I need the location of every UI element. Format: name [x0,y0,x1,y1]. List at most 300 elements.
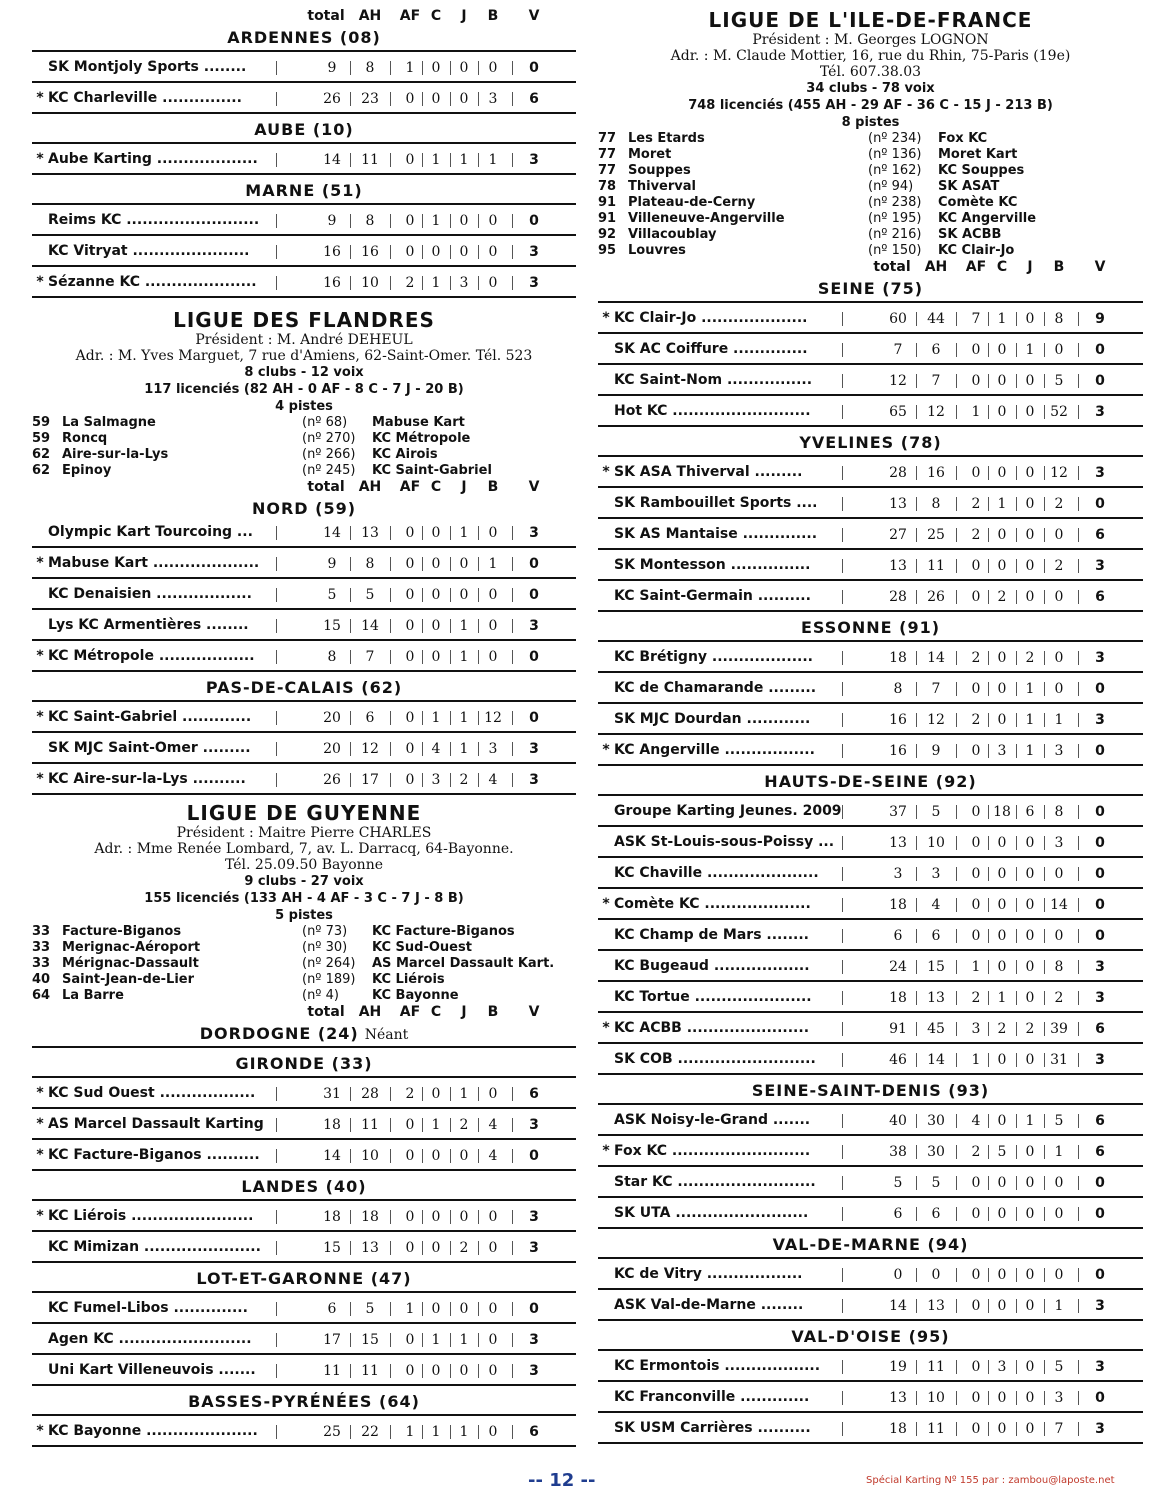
track-entry [32,431,576,447]
value-c: 0 [431,1301,441,1317]
value-total: 65 [889,404,907,420]
club-name-text: KC Saint-Gabriel ............. [48,709,252,725]
column-separator [450,61,451,75]
value-ah: 6 [931,928,941,944]
column-separator [988,1207,989,1221]
value-total: 14 [323,1148,341,1164]
club-name [32,90,312,106]
value-b: 1 [488,556,498,572]
column-separator [350,1364,351,1378]
column-separator [988,497,989,511]
club-row [598,1017,1143,1044]
value-af: 3 [971,1021,981,1037]
club-row [32,1297,576,1324]
value-v: 3 [1095,990,1105,1006]
column-separator [390,1118,391,1132]
column-separator [916,343,917,357]
club-name [32,740,312,756]
value-c: 0 [997,373,1007,389]
header-total: total [307,8,345,24]
column-separator [1044,960,1045,974]
column-separator [276,61,277,75]
club-row [598,307,1143,334]
club-row [598,1171,1143,1198]
column-separator [1078,590,1079,604]
track-no: (nº 266) [302,447,356,462]
value-b: 0 [1054,1206,1064,1222]
column-separator [988,960,989,974]
value-c: 0 [997,1298,1007,1314]
column-separator [1078,682,1079,696]
value-c: 0 [431,1209,441,1225]
value-c: 0 [431,1148,441,1164]
star-marker: * [602,1143,610,1159]
column-separator [988,867,989,881]
club-row [32,1205,576,1232]
column-separator [916,1422,917,1436]
club-row [32,1113,576,1140]
column-separator [422,742,423,756]
value-af: 0 [405,772,415,788]
value-ah: 6 [931,342,941,358]
track-no: (nº 162) [868,163,922,178]
value-c: 0 [997,959,1007,975]
club-name-text: Agen KC ......................... [48,1331,252,1347]
value-j: 0 [459,91,469,107]
column-separator [350,557,351,571]
track-place: Facture-Biganos [62,924,182,939]
track-code: 91 [598,211,617,226]
column-separator [512,526,513,540]
column-separator [478,742,479,756]
club-name-text: ASK Noisy-le-Grand ....... [614,1112,811,1128]
track-entry [598,163,1143,179]
column-separator [1044,1299,1045,1313]
value-b: 0 [488,1332,498,1348]
club-name [32,1300,312,1316]
value-ah: 30 [927,1113,945,1129]
value-total: 25 [323,1424,341,1440]
column-separator [1078,713,1079,727]
value-j: 2 [1025,1021,1035,1037]
column-separator [1016,1145,1017,1159]
track-no: (nº 245) [302,463,356,478]
column-separator [842,374,843,388]
value-b: 39 [1050,1021,1068,1037]
column-separator [916,1391,917,1405]
value-total: 7 [893,342,903,358]
value-af: 2 [971,650,981,666]
value-v: 0 [1095,1175,1105,1191]
column-separator [422,1364,423,1378]
value-ah: 12 [361,741,379,757]
value-v: 0 [1095,373,1105,389]
value-v: 3 [1095,712,1105,728]
column-separator [276,773,277,787]
column-separator [988,312,989,326]
value-c: 0 [997,835,1007,851]
track-no: (nº 94) [868,179,914,194]
column-separator [1016,929,1017,943]
value-b: 0 [488,244,498,260]
club-name [32,1362,312,1378]
column-separator [842,713,843,727]
column-separator [988,713,989,727]
value-ah: 8 [365,213,375,229]
column-separator [916,1207,917,1221]
column-separator [450,1302,451,1316]
column-separator [512,711,513,725]
value-c: 0 [431,1086,441,1102]
value-v: 6 [529,91,539,107]
value-af: 0 [405,741,415,757]
column-separator [956,497,957,511]
column-separator [276,1118,277,1132]
department-heading [32,179,576,205]
column-separator [512,153,513,167]
department-heading [598,1233,1143,1259]
club-name [598,372,878,388]
column-separator [916,744,917,758]
column-separator [1016,466,1017,480]
value-ah: 0 [931,1267,941,1283]
value-v: 0 [1095,1206,1105,1222]
column-separator [276,557,277,571]
value-c: 0 [431,525,441,541]
club-name-text: SK Montesson ............... [614,557,811,573]
value-c: 0 [431,618,441,634]
value-total: 9 [327,213,337,229]
department-heading [32,497,576,521]
column-separator [422,276,423,290]
department-name: BASSES-PYRÉNÉES (64) [188,1392,420,1411]
track-club: KC Airois [372,447,438,462]
header-total: total [307,1004,345,1020]
column-separator [276,1087,277,1101]
value-ah: 7 [931,681,941,697]
track-club: Mabuse Kart [372,415,465,430]
column-separator [350,711,351,725]
club-name [598,896,878,912]
value-ah: 12 [927,712,945,728]
value-total: 8 [327,649,337,665]
value-c: 0 [997,1206,1007,1222]
department-heading [32,1022,576,1048]
club-row [598,585,1143,612]
value-v: 3 [529,525,539,541]
value-j: 0 [1025,1206,1035,1222]
track-entry [598,147,1143,163]
column-separator [512,1210,513,1224]
column-header [32,1004,576,1022]
column-separator [512,214,513,228]
column-separator [350,588,351,602]
club-row [598,1263,1143,1290]
value-j: 0 [1025,1144,1035,1160]
value-b: 2 [1054,558,1064,574]
club-name-text: Olympic Kart Tourcoing ... [48,524,253,540]
value-af: 0 [405,1332,415,1348]
track-no: (nº 150) [868,243,922,258]
club-row [598,1386,1143,1413]
value-j: 0 [1025,1390,1035,1406]
track-no: (nº 136) [868,147,922,162]
star-marker: * [36,709,44,725]
club-row [32,1144,576,1171]
club-name-text: KC Fumel-Libos .............. [48,1300,248,1316]
column-separator [1044,312,1045,326]
track-code: 92 [598,227,617,242]
value-v: 0 [1095,743,1105,759]
column-separator [350,1241,351,1255]
column-separator [450,1210,451,1224]
value-v: 0 [1095,928,1105,944]
club-name-text: KC Bayonne ..................... [48,1423,258,1439]
track-code: 40 [32,972,51,987]
column-separator [842,836,843,850]
column-separator [988,1022,989,1036]
column-separator [988,374,989,388]
track-entry [598,131,1143,147]
column-separator [478,1425,479,1439]
club-row [598,461,1143,488]
club-name-text: SK MJC Dourdan ............ [614,711,811,727]
league-info-line: Président : M. André DEHEUL [195,332,413,348]
value-c: 0 [997,897,1007,913]
column-separator [1016,497,1017,511]
department-heading [598,616,1143,642]
club-name [32,555,312,571]
value-ah: 6 [365,710,375,726]
value-ah: 23 [361,91,379,107]
track-club: SK ACBB [938,227,1002,242]
club-name [598,927,878,943]
department-heading [32,26,576,52]
value-j: 1 [459,649,469,665]
club-name-text: Fox KC .......................... [614,1143,811,1159]
value-b: 0 [1054,1267,1064,1283]
value-ah: 5 [931,1175,941,1191]
column-separator [422,1241,423,1255]
club-row [32,737,576,764]
value-j: 1 [459,1332,469,1348]
value-j: 0 [1025,558,1035,574]
column-separator [956,312,957,326]
column-separator [842,466,843,480]
column-separator [1044,466,1045,480]
club-row [598,1202,1143,1229]
track-no: (nº 234) [868,131,922,146]
track-no: (nº 264) [302,956,356,971]
column-separator [478,1364,479,1378]
value-v: 0 [1095,804,1105,820]
department-heading [32,118,576,144]
value-v: 3 [529,1332,539,1348]
club-name [598,310,878,326]
header-b: B [487,8,499,24]
club-name-text: KC Bugeaud .................. [614,958,810,974]
value-v: 3 [1095,404,1105,420]
value-ah: 8 [365,60,375,76]
value-ah: 14 [927,650,945,666]
column-separator [478,1118,479,1132]
value-af: 0 [405,1117,415,1133]
column-separator [842,1268,843,1282]
value-af: 0 [405,91,415,107]
column-separator [842,528,843,542]
value-j: 1 [1025,743,1035,759]
value-total: 13 [889,558,907,574]
value-ah: 11 [361,1117,379,1133]
track-place: Merignac-Aéroport [62,940,201,955]
club-name-text: SK Montjoly Sports ........ [48,59,247,75]
club-name-text: Groupe Karting Jeunes. 2009 [614,803,842,819]
department-heading [598,1325,1143,1351]
track-no: (nº 73) [302,924,348,939]
club-name [32,617,312,633]
club-name [32,274,312,290]
club-name [598,742,878,758]
column-separator [916,1176,917,1190]
column-separator [842,1022,843,1036]
value-j: 1 [1025,681,1035,697]
value-b: 0 [1054,527,1064,543]
column-separator [1044,682,1045,696]
value-v: 3 [1095,558,1105,574]
column-separator [988,1391,989,1405]
club-name [32,524,312,540]
value-af: 2 [405,1086,415,1102]
value-c: 0 [431,91,441,107]
column-separator [842,1176,843,1190]
department-heading [32,1390,576,1416]
club-row [598,1109,1143,1136]
value-j: 0 [1025,928,1035,944]
value-ah: 13 [361,525,379,541]
column-separator [1044,1114,1045,1128]
column-separator [422,61,423,75]
column-separator [450,214,451,228]
club-name [598,341,878,357]
value-total: 16 [889,712,907,728]
column-separator [350,1302,351,1316]
value-b: 2 [1054,990,1064,1006]
value-v: 3 [1095,1421,1105,1437]
column-separator [842,405,843,419]
club-name [32,59,312,75]
value-j: 0 [1025,897,1035,913]
value-j: 0 [459,1148,469,1164]
club-name-text: AS Marcel Dassault Karting [48,1116,264,1132]
value-af: 0 [405,649,415,665]
value-v: 0 [529,213,539,229]
track-place: Moret [628,147,672,162]
club-name-text: SK MJC Saint-Omer ......... [48,740,251,756]
value-af: 0 [405,556,415,572]
column-separator [478,214,479,228]
column-separator [956,836,957,850]
track-code: 62 [32,447,51,462]
column-separator [956,1176,957,1190]
value-ah: 3 [931,866,941,882]
column-separator [842,744,843,758]
column-separator [276,1364,277,1378]
department-name: AUBE (10) [254,120,354,139]
column-separator [422,1333,423,1347]
column-separator [390,1425,391,1439]
club-row [598,1355,1143,1382]
club-name-text: SK UTA ......................... [614,1205,809,1221]
column-separator [390,1149,391,1163]
column-separator [956,1299,957,1313]
column-separator [956,405,957,419]
club-name-text: KC de Vitry .................. [614,1266,803,1282]
value-c: 1 [431,710,441,726]
value-c: 1 [431,1424,441,1440]
value-v: 3 [1095,1298,1105,1314]
column-separator [988,991,989,1005]
club-name [598,1420,878,1436]
column-separator [1016,682,1017,696]
value-j: 0 [1025,1267,1035,1283]
column-separator [350,1118,351,1132]
column-separator [1044,405,1045,419]
column-separator [450,773,451,787]
value-v: 6 [1095,1113,1105,1129]
value-c: 1 [431,275,441,291]
club-name-text: Star KC .......................... [614,1174,816,1190]
club-row [32,768,576,795]
column-separator [350,1425,351,1439]
value-total: 38 [889,1144,907,1160]
star-marker: * [36,274,44,290]
value-af: 0 [971,1390,981,1406]
column-separator [350,1210,351,1224]
column-separator [478,92,479,106]
header-af: AF [965,259,987,275]
league-stats-line: 9 clubs - 27 voix [244,874,364,889]
value-ah: 16 [927,465,945,481]
column-separator [988,343,989,357]
column-separator [422,1210,423,1224]
column-separator [1016,805,1017,819]
value-v: 0 [529,1301,539,1317]
column-separator [450,619,451,633]
column-separator [842,1391,843,1405]
department-name: SEINE (75) [817,279,924,298]
column-separator [390,92,391,106]
value-ah: 28 [361,1086,379,1102]
column-separator [1078,836,1079,850]
department-heading [598,431,1143,457]
value-v: 3 [529,618,539,634]
value-c: 3 [997,743,1007,759]
column-separator [842,1053,843,1067]
club-row [32,209,576,236]
column-separator [390,214,391,228]
value-af: 1 [405,1424,415,1440]
value-b: 1 [1054,1144,1064,1160]
value-b: 8 [1054,959,1064,975]
value-total: 13 [889,1390,907,1406]
value-v: 3 [529,1240,539,1256]
club-name [598,1297,878,1313]
value-v: 3 [529,1209,539,1225]
value-b: 0 [488,1086,498,1102]
value-c: 2 [997,589,1007,605]
star-marker: * [36,771,44,787]
value-c: 0 [431,1240,441,1256]
